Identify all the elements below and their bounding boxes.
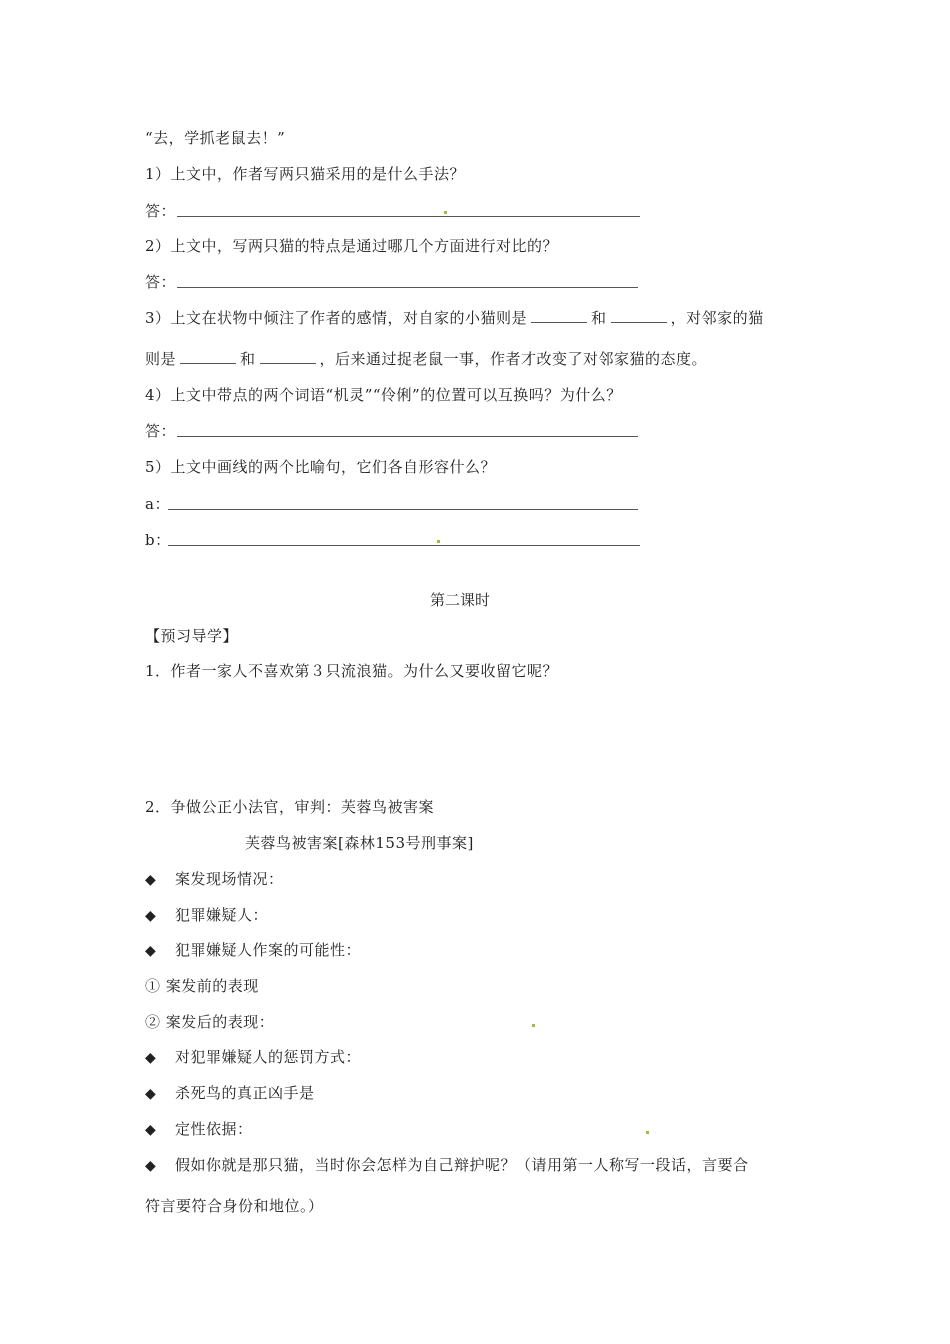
quote-line: “去，学抓老鼠去！” bbox=[145, 129, 286, 147]
answer-line-1[interactable] bbox=[177, 216, 640, 217]
q3-and-2: 和 bbox=[240, 350, 256, 368]
diamond-icon: ◆ bbox=[145, 1122, 157, 1138]
question-3-line-1 bbox=[145, 308, 764, 328]
q3-and-1: 和 bbox=[591, 309, 607, 327]
blank-2[interactable] bbox=[611, 308, 667, 323]
bullet-possibility: ◆ 犯罪嫌疑人作案的可能性： bbox=[145, 941, 362, 959]
item-1: 1．作者一家人不喜欢第３只流浪猫。为什么又要收留它呢？ bbox=[145, 662, 559, 680]
answer-label-b: b： bbox=[145, 531, 171, 549]
blank-4[interactable] bbox=[260, 349, 316, 364]
artifact-dot bbox=[646, 1131, 649, 1134]
item-2: 2．争做公正小法官，审判：芙蓉鸟被害案 bbox=[145, 798, 435, 816]
q3-text-d: ，后来通过捉老鼠一事，作者才改变了对邻家猫的态度。 bbox=[319, 350, 708, 368]
case-title: 芙蓉鸟被害案[森林153号刑事案] bbox=[245, 834, 474, 852]
question-2: 2）上文中，写两只猫的特点是通过哪几个方面进行对比的？ bbox=[145, 237, 559, 255]
question-5: 5）上文中画线的两个比喻句，它们各自形容什么？ bbox=[145, 458, 497, 476]
lesson-title: 第二课时 bbox=[429, 591, 490, 609]
bullet-killer: ◆ 杀死鸟的真正凶手是 bbox=[145, 1084, 315, 1102]
bullet-basis: ◆ 定性依据： bbox=[145, 1120, 253, 1138]
answer-line-4[interactable] bbox=[177, 436, 638, 437]
sub-item-after: ② 案发后的表现： bbox=[145, 1013, 275, 1031]
blank-1[interactable] bbox=[531, 308, 587, 323]
sub-item-before: ① 案发前的表现 bbox=[145, 977, 259, 995]
artifact-dot bbox=[437, 540, 440, 543]
q3-text-b: ，对邻家的猫 bbox=[670, 309, 764, 327]
answer-line-a[interactable] bbox=[168, 509, 638, 510]
bullet-suspect: ◆ 犯罪嫌疑人： bbox=[145, 906, 269, 924]
diamond-icon: ◆ bbox=[145, 872, 157, 888]
section-heading: 【预习导学】 bbox=[145, 627, 239, 645]
answer-label-4: 答： bbox=[145, 422, 177, 440]
answer-label-2: 答： bbox=[145, 273, 177, 291]
blank-3[interactable] bbox=[180, 349, 236, 364]
diamond-icon: ◆ bbox=[145, 1086, 157, 1102]
artifact-dot bbox=[444, 211, 447, 214]
diamond-icon: ◆ bbox=[145, 943, 157, 959]
diamond-icon: ◆ bbox=[145, 1158, 157, 1174]
question-1: 1）上文中，作者写两只猫采用的是什么手法？ bbox=[145, 165, 466, 183]
bullet-scene: ◆ 案发现场情况： bbox=[145, 870, 284, 888]
q3-text-c: 则是 bbox=[145, 350, 177, 368]
bullet-defense: ◆ 假如你就是那只猫，当时你会怎样为自己辩护呢？（请用第一人称写一段话，言要合 bbox=[145, 1156, 749, 1174]
q3-text-a: 3）上文在状物中倾注了作者的感情，对自家的小猫则是 bbox=[145, 309, 528, 327]
diamond-icon: ◆ bbox=[145, 1050, 157, 1066]
answer-line-b[interactable] bbox=[168, 545, 640, 546]
answer-label-1: 答： bbox=[145, 202, 177, 220]
bullet-punishment: ◆ 对犯罪嫌疑人的惩罚方式： bbox=[145, 1048, 362, 1066]
answer-label-a: a： bbox=[145, 495, 170, 513]
diamond-icon: ◆ bbox=[145, 908, 157, 924]
last-line: 符言要符合身份和地位。） bbox=[145, 1197, 324, 1215]
question-4: 4）上文中带点的两个词语“机灵”“伶俐”的位置可以互换吗？为什么？ bbox=[145, 386, 622, 404]
question-3-line-2 bbox=[145, 349, 707, 369]
answer-line-2[interactable] bbox=[177, 287, 638, 288]
artifact-dot bbox=[532, 1024, 535, 1027]
